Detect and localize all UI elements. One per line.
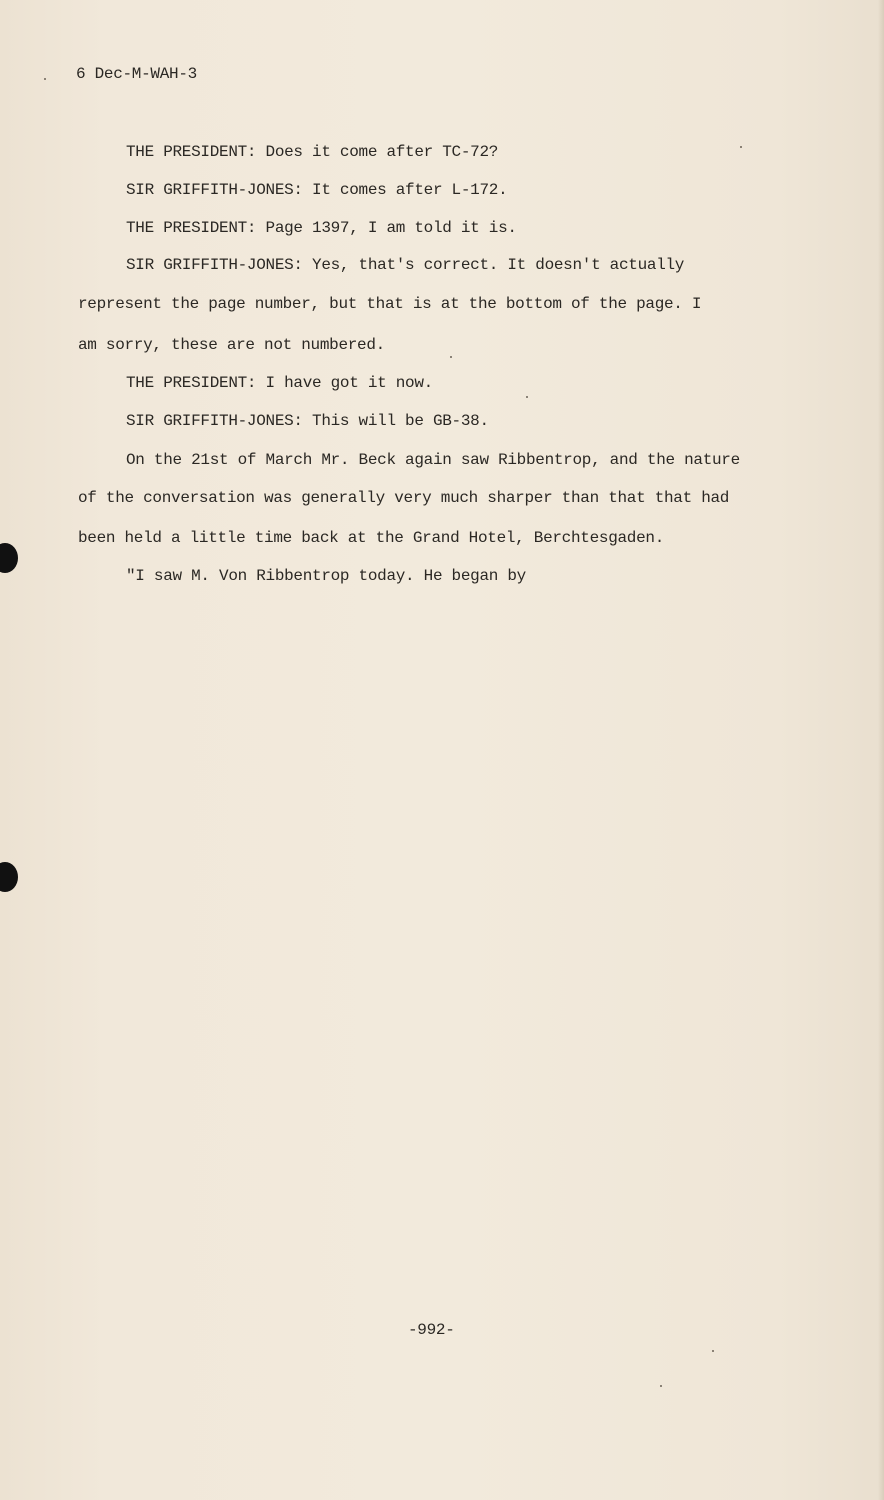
page-header: 6 Dec-M-WAH-3	[76, 65, 197, 83]
paper-speck	[526, 396, 528, 398]
transcript-line: THE PRESIDENT: I have got it now.	[126, 374, 433, 392]
transcript-line: am sorry, these are not numbered.	[78, 336, 385, 354]
page-number: -992-	[408, 1321, 455, 1339]
punch-hole-top	[0, 543, 18, 573]
page-edge-shadow	[878, 0, 884, 1500]
transcript-line: On the 21st of March Mr. Beck again saw Ribbentrop, and the nature	[126, 451, 740, 469]
paper-speck	[660, 1385, 662, 1387]
transcript-line: been held a little time back at the Grand Hotel, Berchtesgaden.	[78, 529, 664, 547]
transcript-line: of the conversation was generally very much sharper than that that had	[78, 489, 730, 507]
paper-speck	[712, 1350, 714, 1352]
paper-speck	[740, 146, 742, 148]
transcript-line: THE PRESIDENT: Page 1397, I am told it is.	[126, 219, 517, 237]
transcript-line: SIR GRIFFITH-JONES: This will be GB-38.	[126, 412, 489, 430]
paper-speck	[450, 356, 452, 358]
transcript-line: represent the page number, but that is at the bottom of the page. I	[78, 295, 702, 313]
transcript-line: SIR GRIFFITH-JONES: Yes, that's correct. It doesn't actually	[126, 256, 685, 274]
transcript-line: "I saw M. Von Ribbentrop today. He began by	[126, 567, 526, 585]
punch-hole-bottom	[0, 862, 18, 892]
transcript-line: SIR GRIFFITH-JONES: It comes after L-172.	[126, 181, 508, 199]
paper-speck	[44, 78, 46, 80]
transcript-line: THE PRESIDENT: Does it come after TC-72?	[126, 143, 499, 161]
